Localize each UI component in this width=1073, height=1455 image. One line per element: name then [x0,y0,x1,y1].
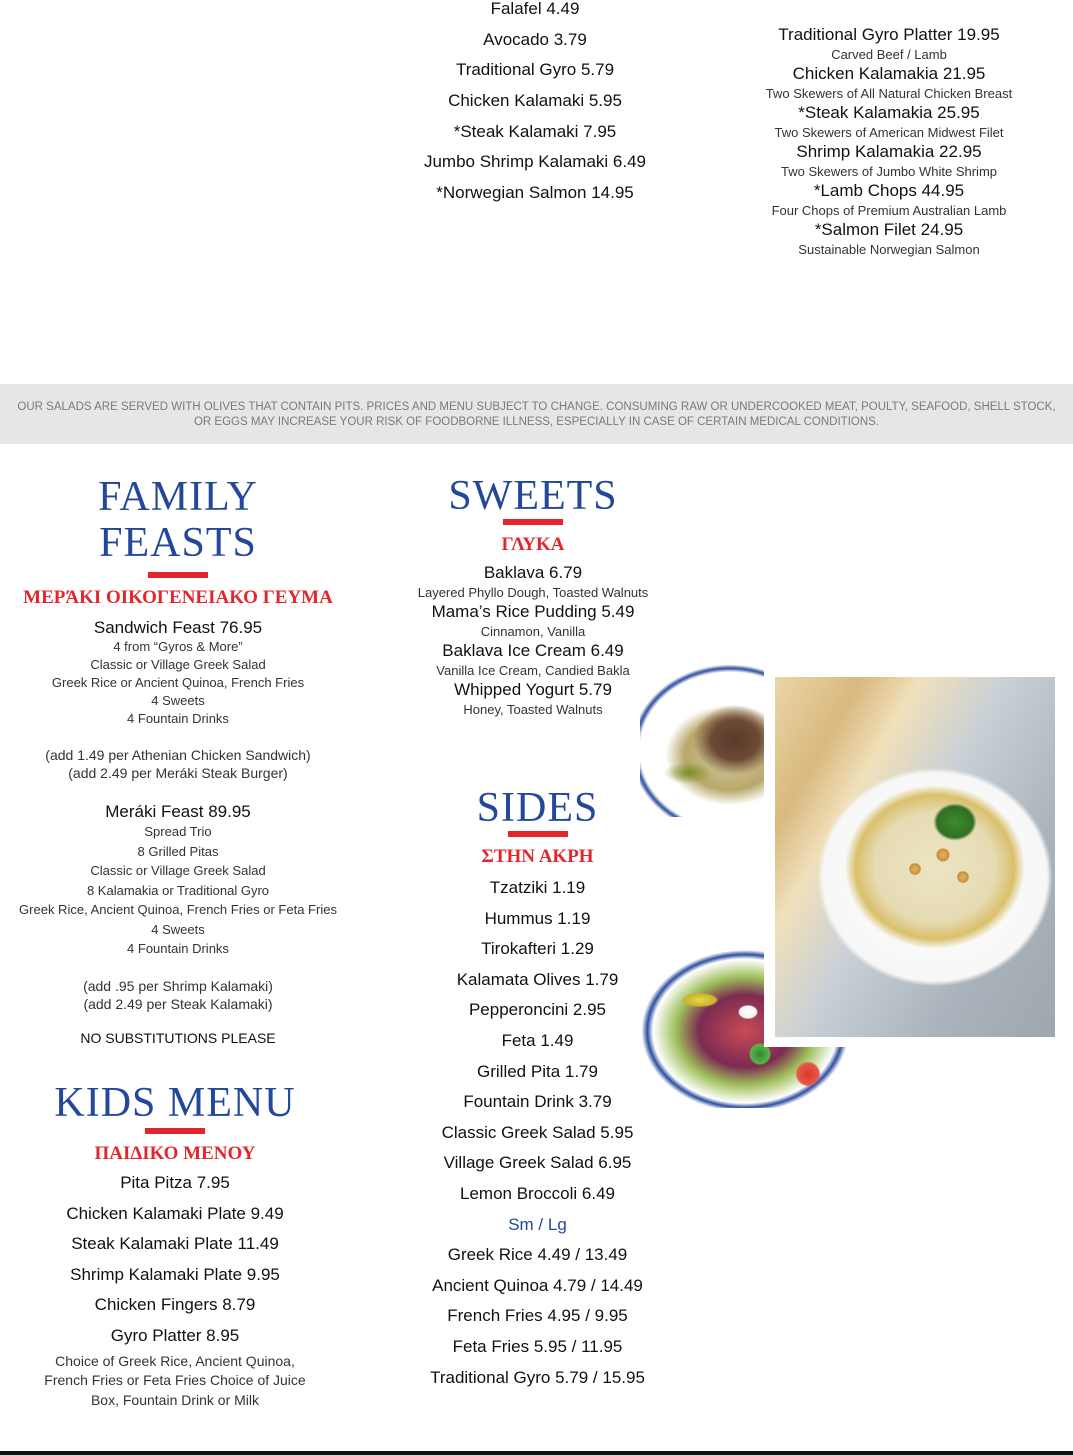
sized-side-item: Greek Rice 4.49 / 13.49 [447,1245,628,1265]
kids-note-line: French Fries or Feta Fries Choice of Juice [44,1372,306,1389]
kids-item: Steak Kalamaki Plate 11.49 [71,1234,279,1254]
side-item: Tzatziki 1.19 [489,878,586,897]
sweet-description: Honey, Toasted Walnuts [463,702,603,717]
sweet-description: Layered Phyllo Dough, Toasted Walnuts [417,585,649,600]
sweet-description: Cinnamon, Vanilla [480,624,586,639]
feast-line: 8 Kalamakia or Traditional Gyro [86,882,270,898]
feast-line: 4 Sweets [151,693,205,708]
disclaimer-band [0,384,1073,444]
menu-item: Traditional Gyro 5.79 [455,60,615,80]
sweet-description: Vanilla Ice Cream, Candied Bakla [436,663,630,678]
feast-line: Classic or Village Greek Salad [90,863,266,878]
greek-subheading: ΜΕΡΆΚΙ ΟΙΚΟΓΕΝΕΙΑΚΟ ΓΕΥΜΑ [23,587,333,608]
feast-line: Greek Rice, Ancient Quinoa, French Fries or Feta Fries [19,902,337,917]
side-item: Fountain Drink 3.79 [463,1092,612,1112]
kids-menu-section [0,1080,350,1410]
red-divider [503,519,563,525]
feast-addon: (add 1.49 per Athenian Chicken Sandwich) [45,747,311,763]
platter-name: Chicken Kalamakia 21.95 [792,64,986,83]
disclaimer-line: OR EGGS MAY INCREASE YOUR RISK OF FOODBORNE ILLNESS, ESPECIALLY IN CASE OF CERTAIN MEDICAL CONDITIONS. [193,416,880,428]
menu-item: Jumbo Shrimp Kalamaki 6.49 [423,152,647,172]
red-divider [148,572,208,578]
sides-section [415,785,660,1393]
platter-description: Carved Beef / Lamb [831,47,947,62]
feast-addon: (add .95 per Shrimp Kalamaki) [83,977,273,994]
feast-name: Sandwich Feast 76.95 [93,618,263,637]
sized-side-item: Feta Fries 5.95 / 11.95 [452,1336,623,1356]
feast-addon: (add 2.49 per Meráki Steak Burger) [68,765,288,781]
section-heading: FEASTS [99,520,257,566]
family-feasts-section [0,474,356,1047]
kids-item: Gyro Platter 8.95 [110,1325,240,1345]
top-center-menu-list [390,0,680,212]
menu-item: Avocado 3.79 [483,29,587,49]
feast-line: Classic or Village Greek Salad [90,657,266,672]
kids-item: Shrimp Kalamaki Plate 9.95 [70,1264,280,1284]
platter-description: Two Skewers of American Midwest Filet [774,125,1004,140]
platter-description: Four Chops of Premium Australian Lamb [771,203,1007,218]
section-heading: SWEETS [448,473,618,519]
side-item: Hummus 1.19 [484,908,591,928]
feast-line: Spread Trio [144,824,212,839]
side-item: Kalamata Olives 1.79 [456,969,619,989]
red-divider [145,1128,205,1134]
sized-side-item: Ancient Quinoa 4.79 / 14.49 [432,1275,643,1295]
side-item: Feta 1.49 [501,1030,574,1050]
platter-description: Sustainable Norwegian Salmon [798,242,980,257]
size-label: Sm / Lg [508,1214,567,1234]
feast-name: Meráki Feast 89.95 [105,802,251,821]
greek-subheading: ΠΑΙΔΙΚΟ ΜΕΝΟΥ [94,1143,256,1164]
sweet-name: Mama’s Rice Pudding 5.49 [431,602,635,621]
sweet-name: Whipped Yogurt 5.79 [454,680,612,699]
side-item: Lemon Broccoli 6.49 [460,1183,615,1203]
side-item: Village Greek Salad 6.95 [443,1153,632,1173]
section-heading: KIDS MENU [54,1080,296,1126]
kids-item: Chicken Kalamaki Plate 9.49 [66,1203,284,1223]
greek-subheading: ΓΛΥΚΑ [501,534,565,555]
greek-subheading: ΣΤΗΝ ΑΚΡΗ [481,846,594,867]
feast-line: 4 Fountain Drinks [127,941,229,956]
sweet-name: Baklava Ice Cream 6.49 [442,641,624,660]
feast-line: 4 Sweets [151,921,205,937]
platter-name: *Steak Kalamakia 25.95 [798,103,980,122]
section-heading: FAMILY [98,474,258,520]
sized-side-item: Traditional Gyro 5.79 / 15.95 [430,1367,645,1387]
menu-item: Chicken Kalamaki 5.95 [448,91,622,111]
feast-line: 4 Fountain Drinks [127,711,229,726]
platter-description: Two Skewers of Jumbo White Shrimp [780,164,998,179]
bottom-border [0,1451,1073,1455]
sweet-name: Baklava 6.79 [483,563,583,582]
top-right-platter-list [745,0,1033,259]
platter-name: Traditional Gyro Platter 19.95 [778,25,1000,44]
side-item: Pepperoncini 2.95 [468,1000,607,1020]
sized-side-item: French Fries 4.95 / 9.95 [447,1306,628,1326]
kids-item: Pita Pitza 7.95 [120,1173,230,1192]
feast-addon: (add 2.49 per Steak Kalamaki) [83,995,273,1012]
side-item: Grilled Pita 1.79 [477,1061,598,1081]
platter-name: *Lamb Chops 44.95 [813,181,965,200]
kids-note-line: Box, Fountain Drink or Milk [90,1391,260,1408]
menu-item: *Steak Kalamaki 7.95 [453,121,617,141]
kids-item: Chicken Fingers 8.79 [94,1295,256,1315]
side-item: Classic Greek Salad 5.95 [441,1122,634,1142]
menu-item: *Norwegian Salmon 14.95 [436,183,634,203]
feast-line: 4 from “Gyros & More” [113,639,243,654]
side-item: Tirokafteri 1.29 [481,939,594,959]
section-heading: SIDES [476,785,599,831]
disclaimer-line: OUR SALADS ARE SERVED WITH OLIVES THAT CONTAIN PITS. PRICES AND MENU SUBJECT TO CHANGE. CONSUMING RAW OR UNDERCOOKED MEAT, POULTY, SEAFOOD, SHELL STOCK, [17,401,1056,413]
kids-note-line: Choice of Greek Rice, Ancient Quinoa, [55,1352,295,1369]
red-divider [508,831,568,837]
hummus-pita-photo [775,677,1055,1037]
sweets-section [398,473,668,719]
no-substitutions-notice: NO SUBSTITUTIONS PLEASE [80,1029,276,1046]
platter-name: Shrimp Kalamakia 22.95 [796,142,982,161]
menu-item: Falafel 4.49 [490,0,580,18]
feast-line: 8 Grilled Pitas [137,843,219,859]
platter-description: Two Skewers of All Natural Chicken Breast [765,86,1013,101]
platter-name: *Salmon Filet 24.95 [814,220,964,239]
feast-line: Greek Rice or Ancient Quinoa, French Fries [51,675,305,690]
